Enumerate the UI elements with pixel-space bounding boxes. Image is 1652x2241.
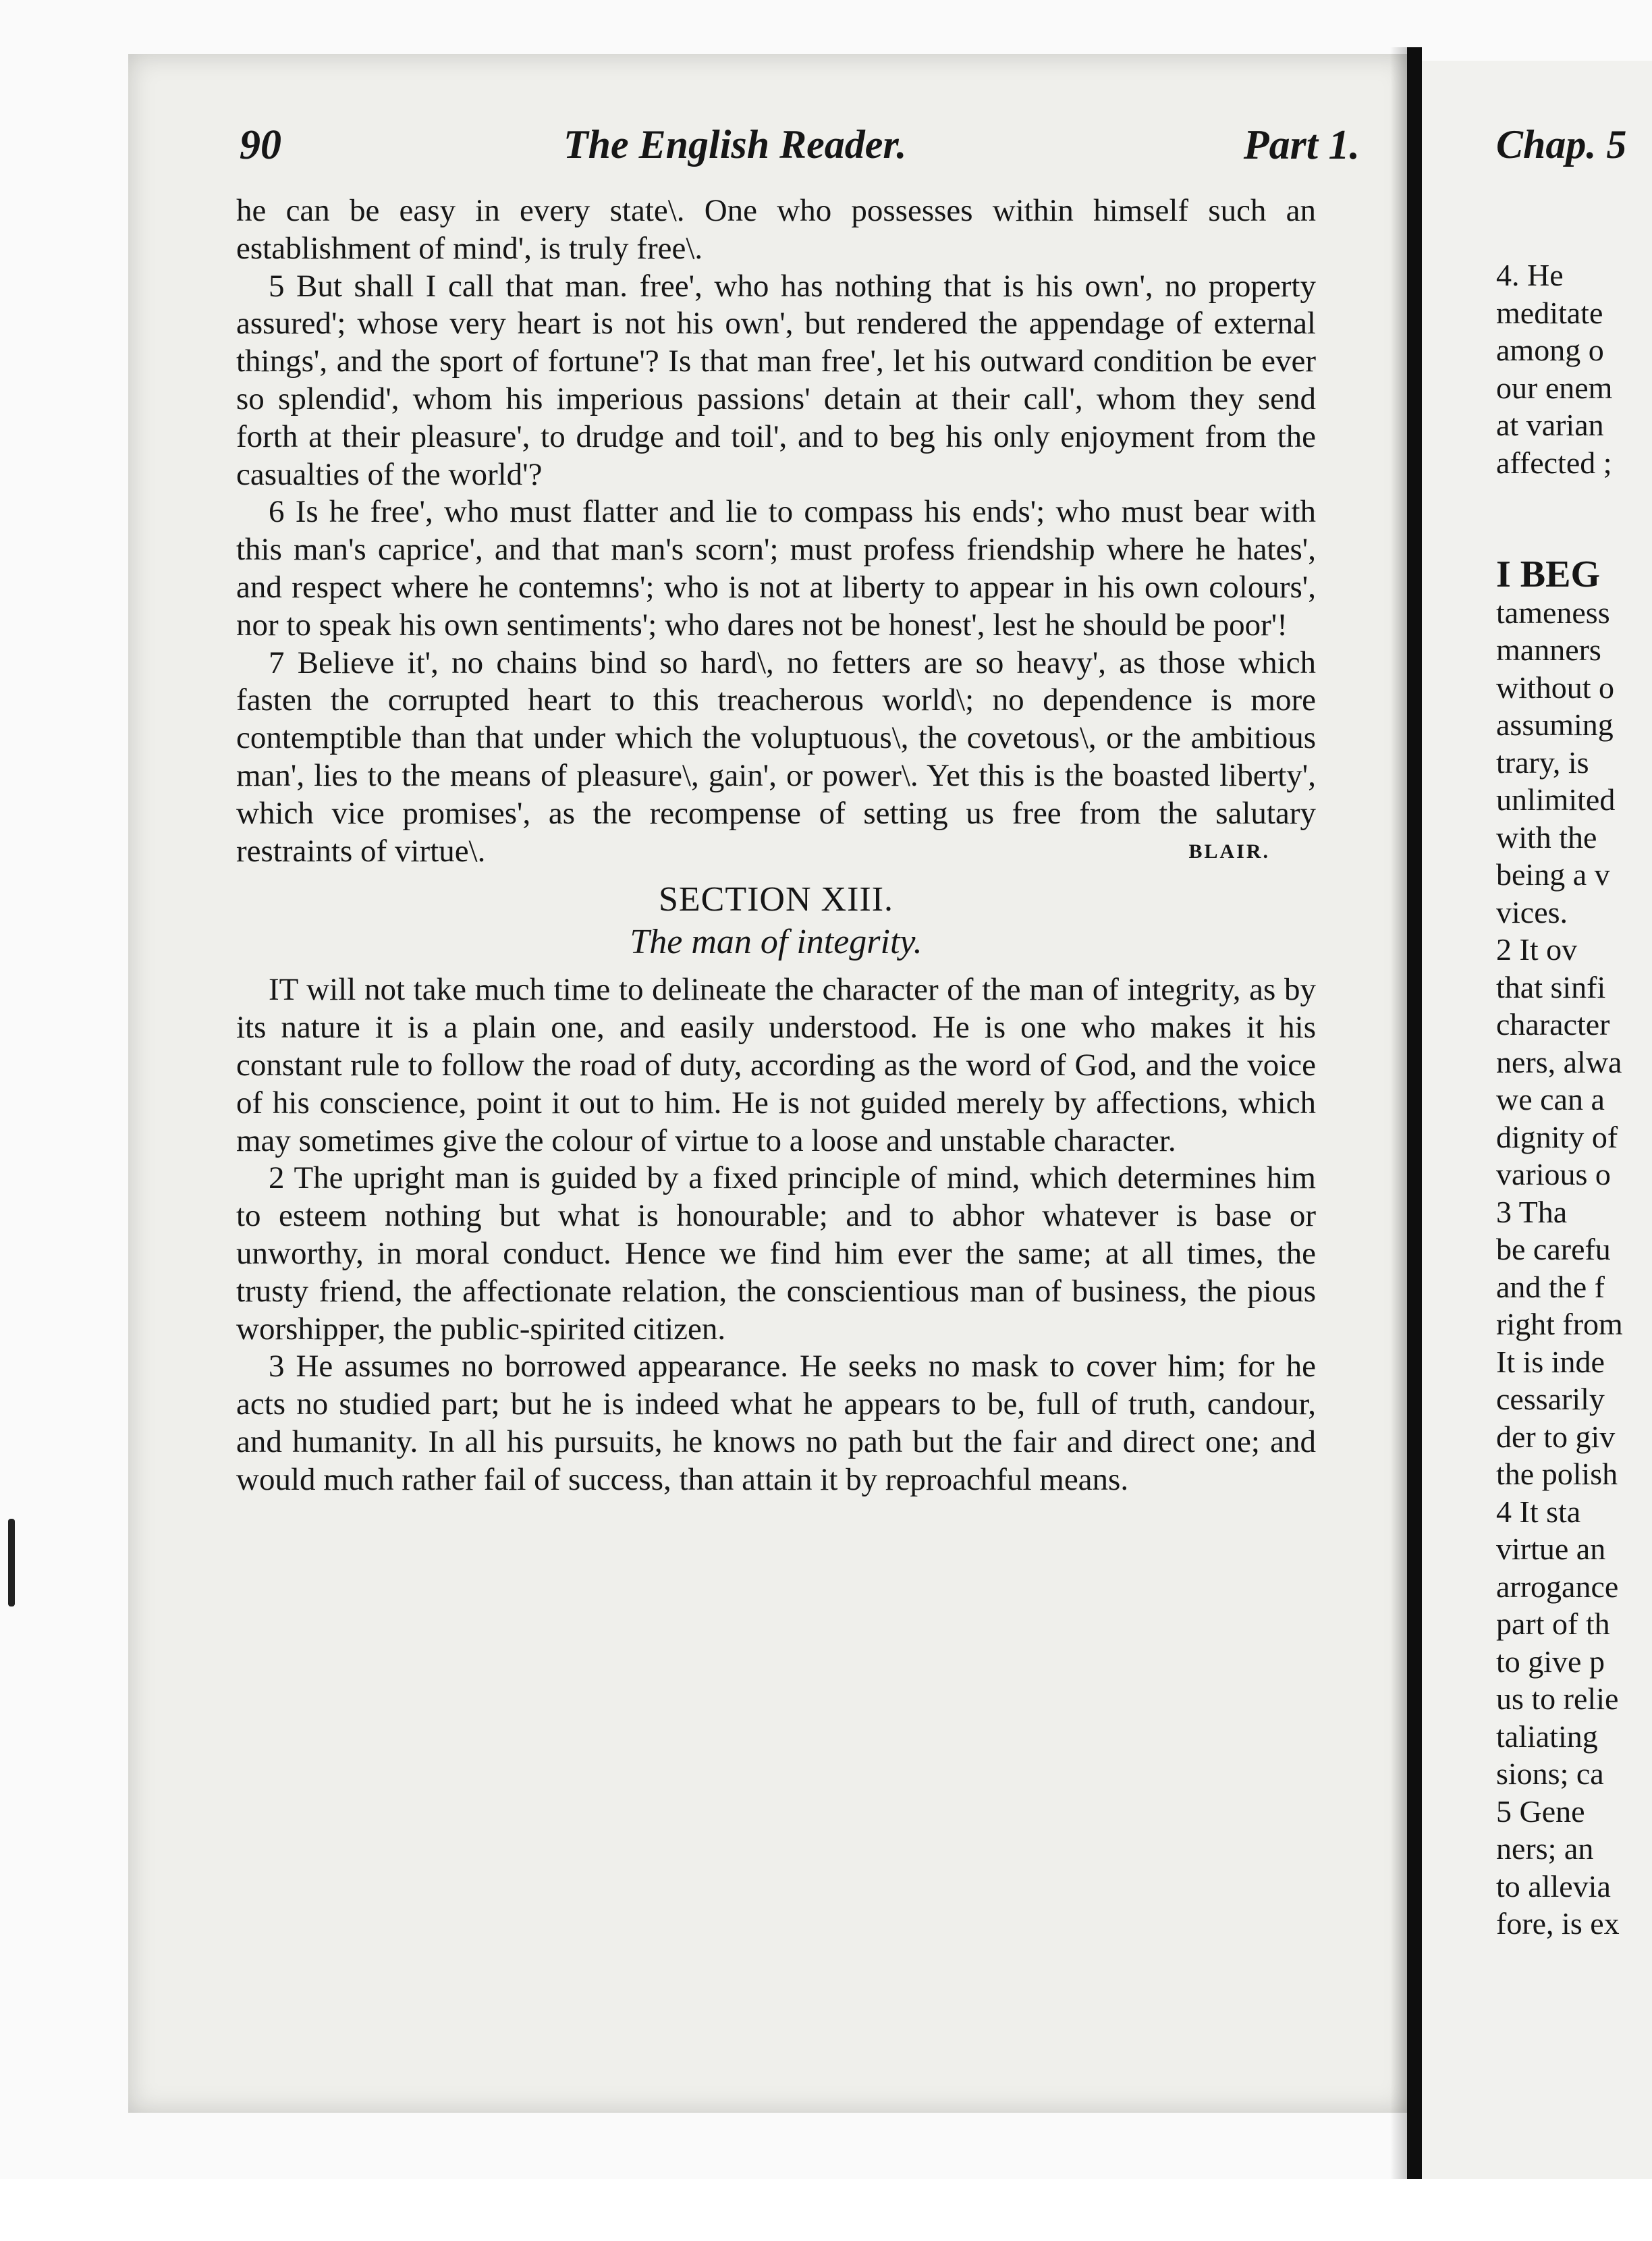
- left-page-body: [236, 192, 1316, 1499]
- right-page-header: Chap. 5: [1496, 122, 1627, 167]
- right-page-line: at varian: [1496, 408, 1604, 442]
- scan-bottom-edge: [0, 2179, 1652, 2241]
- right-page-line: character: [1496, 1007, 1610, 1042]
- page-number: 90: [240, 122, 281, 168]
- right-page-line: to allevia: [1496, 1868, 1611, 1904]
- page-header: [240, 122, 1360, 182]
- right-page-line: ners, alwa: [1496, 1044, 1622, 1079]
- paragraph: 7 Believe it', no chains bind so hard\, no fetters are so heavy', as those which fasten the corrupted heart to this treacherous world\; no dependence is more contemptible than that under which the voluptuous\, the covetous\, or the ambitious man', lies to the means of pleasure\, gain', or power\. Yet this is the boasted liberty', which vice promises', as the recompense of setting us free from the salutary restraints of virtue\.: [236, 645, 1316, 869]
- right-page-line: 3 Tha: [1496, 1194, 1568, 1229]
- right-page-line: vices.: [1496, 894, 1568, 929]
- right-page-line: dignity of: [1496, 1119, 1618, 1154]
- paragraph: 2 The upright man is guided by a fixed principle of mind, which determines him to esteem nothing but what is honourable; and to abhor whatever is base or unworthy, in moral conduct. Hence we find him ever the same; at all times, the trusty friend, the affectionate relation, the conscientious man of business, the pious worshipper, the public-spirited citizen.: [236, 1160, 1316, 1347]
- attribution: BLAIR.: [1188, 840, 1270, 863]
- right-page-line: the polish: [1496, 1457, 1618, 1491]
- right-page-line: us to relie: [1496, 1681, 1619, 1716]
- right-page-line: with the: [1496, 819, 1597, 855]
- right-page-line: be carefu: [1496, 1232, 1611, 1266]
- right-page-line: to give p: [1496, 1644, 1605, 1679]
- right-page-line: among o: [1496, 333, 1604, 367]
- right-page-line: arrogance: [1496, 1569, 1619, 1604]
- scan-edge-mark: [8, 1519, 15, 1606]
- section-subtitle: The man of integrity.: [630, 923, 923, 962]
- right-page-line: 5 Gene: [1496, 1793, 1585, 1829]
- right-page-line: cessarily: [1496, 1382, 1605, 1416]
- right-page-line: unlimited: [1496, 782, 1616, 817]
- right-page-line: part of th: [1496, 1606, 1610, 1641]
- right-page-line: right from: [1496, 1307, 1623, 1341]
- right-page-line: taliating: [1496, 1719, 1598, 1754]
- right-page-line: being a v: [1496, 857, 1610, 892]
- right-page-line: 2 It ov: [1496, 932, 1578, 967]
- right-page-line: assuming: [1496, 707, 1614, 742]
- right-page-line: virtue an: [1496, 1532, 1606, 1566]
- right-page-line: affected ;: [1496, 445, 1612, 480]
- right-page-line: 4 It sta: [1496, 1494, 1581, 1529]
- scan-margin-left: [0, 0, 135, 2241]
- right-page-line: we can a: [1496, 1082, 1605, 1116]
- right-page: [1422, 61, 1652, 2180]
- paragraph: IT will not take much time to delineate the character of the man of integrity, as by its nature it is a plain one, and easily understood. He is one who makes it his constant rule to follow the road of duty, according as the word of God, and the voice of his conscience, point it out to him. He is not guided merely by affections, which may sometimes give the colour of virtue to a loose and unstable character.: [236, 972, 1316, 1158]
- right-page-line: der to giv: [1496, 1419, 1616, 1454]
- right-page-line: 4. He: [1496, 258, 1564, 292]
- right-page-line: manners: [1496, 632, 1601, 667]
- right-page-line: our enem: [1496, 370, 1613, 405]
- paragraph: 6 Is he free', who must flatter and lie to compass his ends'; who must bear with this man's caprice', and that man's scorn'; must profess friendship where he hates', and respect where he contemns'; who is not at liberty to appear in his own colours', nor to speak his own sentiments'; who dares not be honest', lest he should be poor'!: [236, 494, 1316, 643]
- right-page-line: and the f: [1496, 1269, 1605, 1304]
- paragraph: 3 He assumes no borrowed appearance. He seeks no mask to cover him; for he acts no studied part; but he is indeed what he appears to be, full of truth, candour, and humanity. In all his pursuits, he knows no path but the fair and direct one; and would much rather fail of success, than attain it by reproachful means.: [236, 1349, 1316, 1497]
- right-page-line: without o: [1496, 670, 1615, 705]
- book-gutter: [1407, 47, 1422, 2194]
- right-page-line: fore, is ex: [1496, 1906, 1620, 1941]
- right-page-line: ners; an: [1496, 1831, 1594, 1866]
- right-page-line: sions; ca: [1496, 1756, 1604, 1791]
- right-page-line: that sinfi: [1496, 969, 1606, 1004]
- running-title: The English Reader.: [563, 122, 907, 167]
- part-label: Part 1.: [1243, 122, 1360, 168]
- right-page-line: It is inde: [1496, 1344, 1605, 1379]
- right-page-line: various o: [1496, 1157, 1611, 1191]
- paragraph: 5 But shall I call that man. free', who has nothing that is his own', no property assured'; whose very heart is not his own', but rendered the appendage of external things', and the sport of fortune'? Is that man free', let his outward condition be ever so splendid', whom his imperious passions' detain at their call', whom they send forth at their pleasure', to drudge and toil', and to beg his only enjoyment from the casualties of the world'?: [236, 268, 1316, 492]
- right-page-line: trary, is: [1496, 745, 1589, 780]
- section-title: SECTION XIII.: [658, 880, 894, 919]
- paragraph: he can be easy in every state\. One who possesses within himself such an establishment of mind', is truly free\.: [236, 193, 1316, 266]
- right-page-line: meditate: [1496, 295, 1603, 330]
- right-page-text: [1496, 256, 1652, 1943]
- right-page-line: tameness: [1496, 595, 1610, 630]
- right-page-gap: [1496, 481, 1652, 556]
- right-page-line: I BEG: [1496, 554, 1601, 595]
